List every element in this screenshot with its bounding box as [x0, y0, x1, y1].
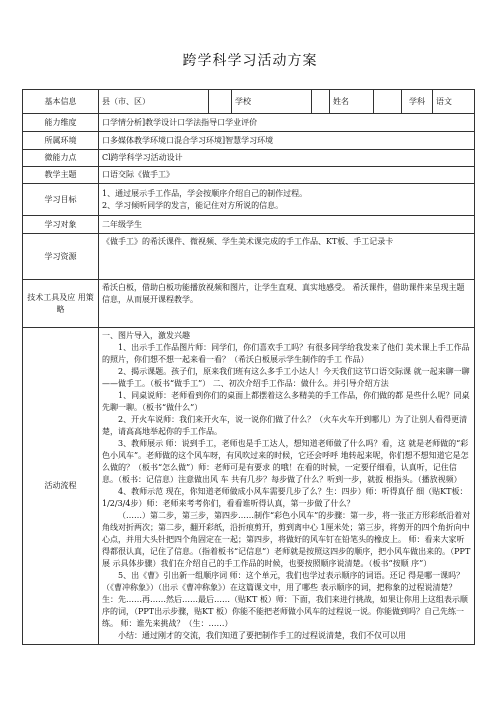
topic-label: 教学主题 — [23, 167, 99, 184]
ability-label: 能力维度 — [23, 114, 99, 132]
school-label: 学校 — [232, 90, 312, 114]
target-value: 二年级学生 — [99, 216, 475, 234]
county-cell: 县（市、区） — [99, 90, 209, 114]
row-flow — [23, 328, 475, 645]
target-label: 学习对象 — [23, 216, 99, 234]
name-label: 姓名 — [330, 90, 374, 114]
environment-label: 所属环境 — [23, 132, 99, 150]
page-title: 跨学科学习活动方案 — [182, 53, 318, 69]
tools-value: 希沃白板，借助白板功能播放视频和图片，让学生直观、真实地感受。 希沃课件，借助课件来呈现主题信息，从而展开课程教学。 — [99, 280, 475, 328]
flow-value — [99, 328, 475, 645]
subject-value: 语文 — [433, 90, 475, 114]
flow-paragraph: 2、开火车说师：我们来开火车，说一说你们做了什么？（火车火车开到哪儿）为了让别人看得更清楚，请高高地举起你的手工作品。 — [102, 415, 468, 436]
flow-label: 活动流程 — [23, 328, 99, 645]
flow-paragraph: （……）第二步，第三步，第四步……制作“彩色小风车”的步骤：第一步，将一张正方形彩纸沿着对角线对折两次；第二步，翻开彩纸，沿折痕剪开，剪到离中心 1厘米处；第三步，将剪开的四个角折向中心点，并用大头针把四个角固定在一起；第四步，将做好的风车钉在铅笔头的橡皮上。 师：看来大家听得都很认真，记住了信息。（指着板书“记信息”）老师就是按照这四步的顺序，把小风车做出来的。（PPT展 示具体步骤）我们在介绍自己的手工作品的时候，也要按照顺序说清楚。（板书“按顺 序”） — [102, 511, 471, 568]
goals-label: 学习目标 — [23, 184, 99, 216]
micro-label: 微能力点 — [23, 150, 99, 167]
row-ability — [23, 114, 475, 132]
topic-value: 口语交际《做手工》 — [99, 167, 475, 184]
row-micro-ability — [23, 150, 475, 167]
goal-line-2: 2、学习倾听同学的发言，能记住对方所说的信息。 — [102, 200, 284, 210]
row-resources — [23, 234, 475, 280]
tools-label: 技术工具及应 用策略 — [23, 280, 99, 328]
goals-value — [99, 184, 475, 216]
school-value-cell — [312, 90, 330, 114]
row-environment — [23, 132, 475, 150]
basic-info-label: 基本信息 — [23, 90, 99, 114]
flow-paragraph: 1、出示手工作品图片师：同学们，你们喜欢手工吗？有很多同学给我发来了他们 美术课上手工作品的照片，你们想不想一起来看一看？（希沃白板展示学生制作的手工 作品） — [102, 343, 470, 364]
flow-paragraph: 1、同桌说师：老师看到你们的桌面上都摆着这么多精美的手工作品，你们做的都 是些什么呢？同桌先聊一聊。（板书“做什么”） — [102, 391, 470, 412]
flow-paragraph: 一、图片导入，激发兴趣 — [102, 331, 190, 340]
flow-paragraph: 2、揭示课题。孩子们，原来我们班有这么多手工小达人！今天我们这节口语交际课 就一起来聊一聊——做手工。（板书“做手工”） 二、初次介绍手工作品：做什么。并引导介绍方法 — [102, 367, 470, 388]
environment-value: 口多媒体教学环境口混合学习环境]智慧学习环境 — [99, 132, 475, 150]
ability-value: 口学情分析]教学设计口学法指导口学业评价 — [99, 114, 475, 132]
subject-label: 学科 — [402, 90, 433, 114]
flow-paragraph: 小结：通过刚才的交流，我们知道了要把制作手工的过程说清楚，我们不仅可以用 — [118, 631, 406, 640]
name-value-cell — [374, 90, 402, 114]
row-basic-info — [23, 90, 475, 114]
activity-plan-table — [22, 89, 475, 645]
row-topic — [23, 167, 475, 184]
row-target — [23, 216, 475, 234]
row-tools — [23, 280, 475, 328]
flow-paragraph: 4、教师示范 现在，你知道老师做成小风车需要几步了么？生：四步）师：听得真仔 细（贴KT板：1/2/3/4步）师：老师来考考你们，看看谁听得认真，第一步做了什么？ — [102, 487, 468, 508]
row-goals — [23, 184, 475, 216]
flow-paragraph: 3、教师展示 师：说到手工，老师也是手工达人，想知道老师做了什么吗？看，这 就是老师做的“彩色小风车”。老师做的这个风车呀，有风吹过来的时候，它还会呼呼 地转起来呢，你们想不想知道它是怎么做的？（板书“怎么做”）师：老师可是有要求 的哦！在看的时候，一定要仔细看，认真听，记住信息。（板书：记信息）注意做出风 车 共有几步？每步做了什么？听到一步，就扳 根指头。（播放视频） — [102, 439, 469, 484]
micro-value: Cl跨学科学习活动设计 — [99, 150, 475, 167]
resources-value: 《做手工》的希沃课件、微视频、学生美术课完成的手工作品、KT板、手工记录卡 — [99, 234, 475, 280]
goal-line-1: 1、通过展示手工作品，学会按顺序介绍自己的制作过程。 — [102, 188, 308, 198]
flow-paragraph: 5、出《曹》引出新一组顺序词 师：这个单元，我们也学过表示顺序的词语。还记 得是哪一课吗？（《曹冲称象》）（出示《曹冲称象》）在这篇课文中，用了哪些 表示顺序的词，把称象的过程说清楚？生：先……再……然后……最后……（贴KT 板）师：下面，我们来进行挑战，如果让你用上这组表示顺序的词，（PPT出示步骤，贴KT 板）你能不能把老师做小风车的过程说一说。你能做到吗？自己先练一 练。 师：谁先来挑战？（生：……） — [102, 571, 468, 628]
county-value-cell — [209, 90, 232, 114]
resources-label: 学习资源 — [23, 234, 99, 280]
